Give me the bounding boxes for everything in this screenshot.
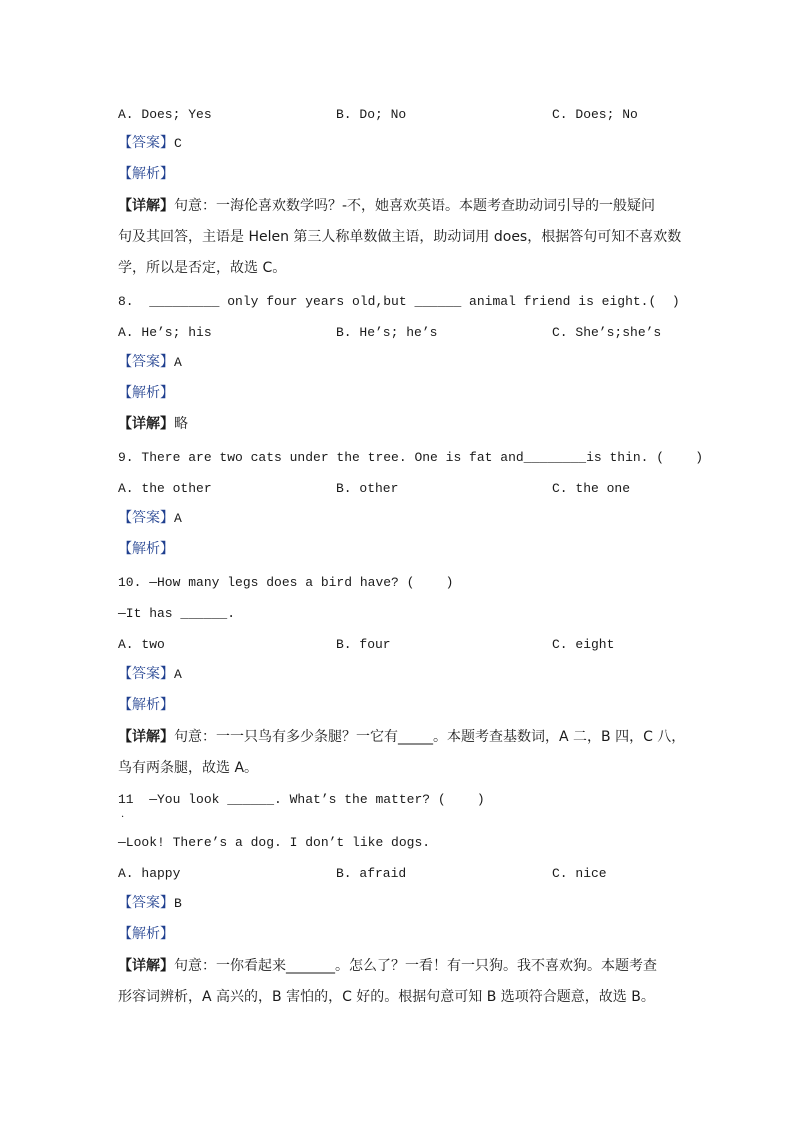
answer-label: 【答案】 xyxy=(118,354,174,370)
q11-detail xyxy=(118,951,678,1013)
detail-line: 句意：一一只鸟有多少条腿？一它有_____。本题考查基数词，A 二，B 四，C 八， xyxy=(174,729,686,745)
detail-line: 形容词辨析，A 高兴的，B 害怕的，C 好的。根据句意可知 B 选项符合题意，故选 B。 xyxy=(118,989,655,1005)
q7-option-c: C. Does; No xyxy=(552,107,638,122)
detail-label: 【详解】 xyxy=(118,198,174,214)
q9-option-c: C. the one xyxy=(552,481,631,496)
answer-value: A xyxy=(174,355,182,370)
detail-label: 【详解】 xyxy=(118,729,174,745)
q10-analysis xyxy=(118,696,174,714)
answer-label: 【答案】 xyxy=(118,510,174,526)
q9-option-b: B. other xyxy=(336,481,399,496)
detail-line: 鸟有两条腿，故选 A。 xyxy=(118,760,259,776)
q10-detail xyxy=(118,722,686,784)
analysis-label: 【解析】 xyxy=(118,166,174,182)
answer-value: C xyxy=(174,136,182,151)
detail-label: 【详解】 xyxy=(118,416,174,432)
q8-answer xyxy=(118,353,182,372)
q9-analysis xyxy=(118,540,174,558)
detail-label: 【详解】 xyxy=(118,958,174,974)
answer-label: 【答案】 xyxy=(118,666,174,682)
q7-analysis xyxy=(118,165,174,183)
q8-detail xyxy=(118,415,188,433)
q8-analysis xyxy=(118,384,174,402)
answer-value: A xyxy=(174,667,182,682)
q7-option-a: A. Does; Yes xyxy=(118,107,212,122)
detail-line: 句及其回答，主语是 Helen 第三人称单数做主语，助动词用 does，根据答句可知不喜欢数 xyxy=(118,229,682,245)
q8-options xyxy=(118,325,738,341)
answer-value: A xyxy=(174,511,182,526)
analysis-label: 【解析】 xyxy=(118,926,174,942)
q11-answer xyxy=(118,894,182,913)
q10-options xyxy=(118,637,738,653)
analysis-label: 【解析】 xyxy=(118,385,174,401)
q9-options xyxy=(118,481,738,497)
q11-option-b: B. afraid xyxy=(336,866,407,881)
q10-answer xyxy=(118,665,182,684)
q11-dot: · xyxy=(121,812,125,823)
q8-stem: 8. _________ only four years old,but ______ animal friend is eight.( ) xyxy=(118,294,680,309)
q9-option-a: A. the other xyxy=(118,481,212,496)
q8-option-b: B. He’s; he’s xyxy=(336,325,438,340)
q7-options xyxy=(118,107,738,123)
answer-label: 【答案】 xyxy=(118,135,174,151)
q11-option-c: C. nice xyxy=(552,866,607,881)
q7-option-b: B. Do; No xyxy=(336,107,407,122)
q7-answer xyxy=(118,134,182,153)
q9-answer xyxy=(118,509,182,528)
q11-stem: 11 —You look ______. What’s the matter? ( ) xyxy=(118,792,485,807)
analysis-label: 【解析】 xyxy=(118,697,174,713)
q10-option-c: C. eight xyxy=(552,637,615,652)
answer-label: 【答案】 xyxy=(118,895,174,911)
analysis-label: 【解析】 xyxy=(118,541,174,557)
q10-stem-reply: —It has ______. xyxy=(118,606,236,621)
q11-analysis xyxy=(118,925,174,943)
detail-line: 句意：一海伦喜欢数学吗？-不，她喜欢英语。本题考查助动词引导的一般疑问 xyxy=(174,198,656,214)
detail-line: 学，所以是否定，故选 C。 xyxy=(118,260,287,276)
q10-option-b: B. four xyxy=(336,637,391,652)
q8-option-c: C. She’s;she’s xyxy=(552,325,662,340)
q11-options xyxy=(118,866,738,882)
q7-detail xyxy=(118,191,682,284)
q9-stem: 9. There are two cats under the tree. One is fat and________is thin. ( ) xyxy=(118,450,704,465)
q11-option-a: A. happy xyxy=(118,866,181,881)
q10-option-a: A. two xyxy=(118,637,165,652)
q8-option-a: A. He’s; his xyxy=(118,325,212,340)
detail-line: 句意：一你看起来_______。怎么了？一看！有一只狗。我不喜欢狗。本题考查 xyxy=(174,958,657,974)
detail-text: 略 xyxy=(174,416,188,432)
answer-value: B xyxy=(174,896,182,911)
q10-stem: 10. —How many legs does a bird have? ( ) xyxy=(118,575,454,590)
q11-stem-reply: —Look! There’s a dog. I don’t like dogs. xyxy=(118,835,431,850)
